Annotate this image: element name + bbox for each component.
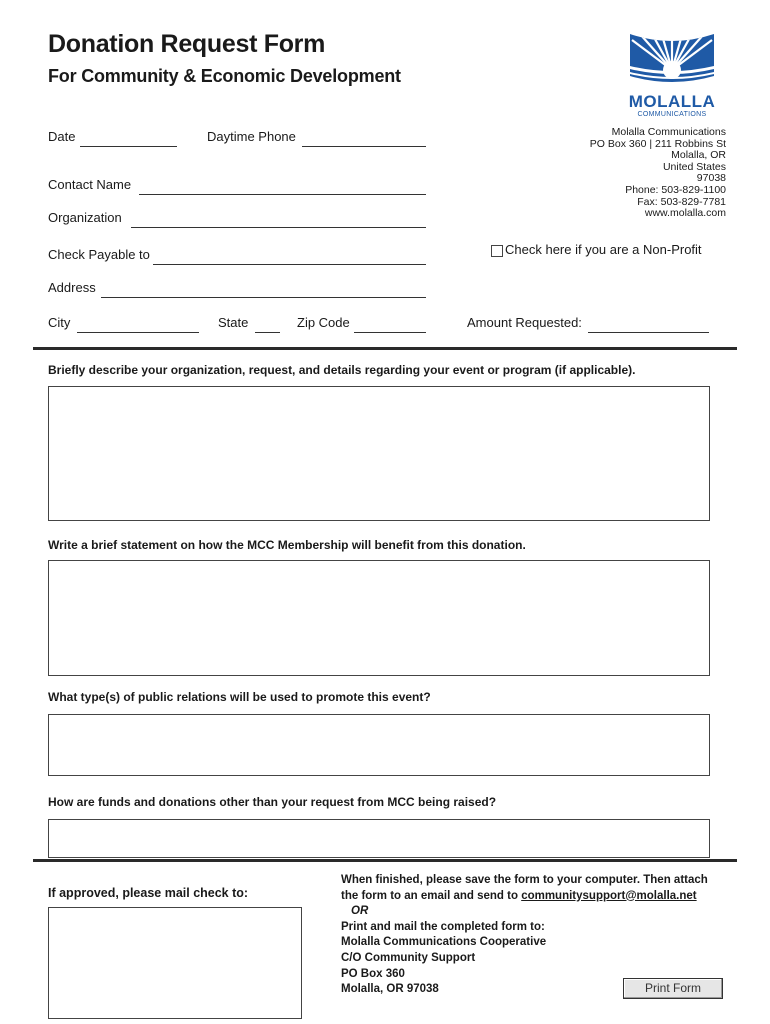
form-title: Donation Request Form: [48, 30, 326, 58]
logo-tagline: COMMUNICATIONS: [637, 111, 707, 118]
molalla-logo: [622, 26, 722, 118]
describe-organization-textarea[interactable]: [48, 386, 710, 521]
organization-field[interactable]: [131, 213, 426, 228]
state-label: State: [218, 315, 249, 330]
amount-requested-field[interactable]: [588, 318, 709, 333]
zip-code-label: Zip Code: [297, 315, 350, 330]
instruction-line: the form to an email and send to communitysupport@molalla.net: [341, 889, 697, 902]
address-field[interactable]: [101, 283, 426, 298]
address-label: Address: [48, 280, 96, 295]
membership-benefit-textarea[interactable]: [48, 560, 710, 676]
zip-code-field[interactable]: [354, 318, 426, 333]
instruction-line: Molalla, OR 97038: [341, 983, 439, 996]
nonprofit-checkbox[interactable]: [491, 245, 503, 257]
instruction-line: C/O Community Support: [341, 951, 476, 964]
mail-check-textarea[interactable]: [48, 907, 302, 1019]
address-line: Phone: 503-829-1100: [625, 183, 726, 196]
sunburst-logo-icon: [622, 26, 722, 88]
question-funds-raised: How are funds and donations other than your request from MCC being raised?: [48, 795, 497, 809]
instruction-line: Print and mail the completed form to:: [341, 920, 545, 933]
contact-name-label: Contact Name: [48, 177, 132, 192]
form-subtitle: For Community & Economic Development: [48, 66, 401, 86]
instruction-or: OR: [351, 905, 369, 918]
address-line: United States: [662, 160, 726, 173]
contact-name-field[interactable]: [139, 180, 426, 195]
address-line: Molalla Communications: [611, 126, 726, 138]
instruction-line: When finished, please save the form to your computer. Then attach: [341, 874, 708, 886]
daytime-phone-label: Daytime Phone: [207, 129, 296, 144]
section-divider: [33, 347, 737, 350]
public-relations-textarea[interactable]: [48, 714, 710, 776]
support-email-link[interactable]: communitysupport@molalla.net: [521, 889, 697, 902]
funds-raised-textarea[interactable]: [48, 819, 710, 858]
instruction-line: Molalla Communications Cooperative: [341, 936, 547, 949]
question-public-relations: What type(s) of public relations will be used to promote this event?: [48, 690, 431, 704]
daytime-phone-field[interactable]: [302, 132, 426, 147]
logo-name: MOLALLA: [628, 92, 716, 111]
city-field[interactable]: [77, 318, 199, 333]
amount-requested-label: Amount Requested:: [467, 315, 582, 330]
mail-check-label: If approved, please mail check to:: [48, 886, 249, 900]
nonprofit-label: Check here if you are a Non-Profit: [505, 242, 702, 257]
date-field[interactable]: [80, 132, 177, 147]
date-label: Date: [48, 129, 76, 144]
check-payable-label: Check Payable to: [48, 247, 150, 262]
address-line: Molalla, OR: [671, 149, 726, 162]
check-payable-field[interactable]: [153, 250, 426, 265]
state-field[interactable]: [255, 318, 280, 333]
address-line: PO Box 360 | 211 Robbins St: [589, 137, 726, 150]
question-describe-organization: Briefly describe your organization, request, and details regarding your event or program (if applicable).: [48, 363, 636, 377]
organization-label: Organization: [48, 210, 122, 225]
question-membership-benefit: Write a brief statement on how the MCC Membership will benefit from this donation.: [48, 538, 526, 552]
address-line: Fax: 503-829-7781: [637, 195, 726, 208]
print-form-button[interactable]: Print Form: [623, 978, 723, 999]
address-line: www.molalla.com: [644, 207, 726, 220]
section-divider: [33, 859, 737, 862]
address-line: 97038: [696, 172, 726, 185]
company-address: [590, 127, 726, 220]
instruction-line: PO Box 360: [341, 967, 405, 980]
city-label: City: [48, 315, 71, 330]
